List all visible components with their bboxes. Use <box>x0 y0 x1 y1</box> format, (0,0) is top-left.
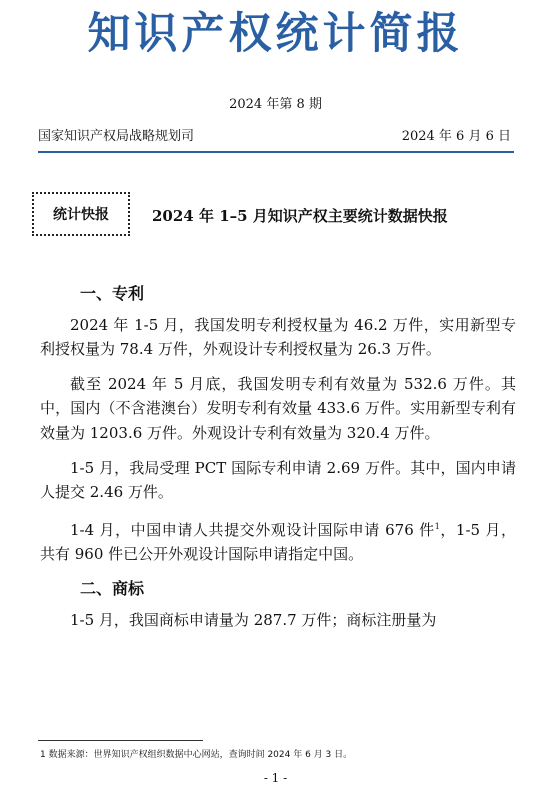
article-body <box>40 282 516 642</box>
masthead-title: 知识产权统计简报 <box>87 9 464 59</box>
paragraph: 1-5 月，我局受理 PCT 国际专利申请 2.69 万件。其中，国内申请人提交 2.46 万件。 <box>40 458 516 502</box>
paragraph: 1-5 月，我国商标申请量为 287.7 万件；商标注册量为 <box>70 610 437 629</box>
article-headline: 2024 年 1–5 月知识产权主要统计数据快报 <box>152 207 448 225</box>
paragraph: 截至 2024 年 5 月底，我国发明专利有效量为 532.6 万件。其中，国内（不含港澳台）发明专利有效量 433.6 万件。实用新型专利有效量为 1203.6 万件。外观设计专利有效量为 320.4 万件。 <box>40 374 516 442</box>
issue-number: 2024 年第 8 期 <box>229 97 322 112</box>
publisher: 国家知识产权局战略规划司 <box>38 129 195 144</box>
paragraph: 2024 年 1-5 月，我国发明专利授权量为 46.2 万件，实用新型专利授权量为 78.4 万件，外观设计专利授权量为 26.3 万件。 <box>40 315 516 359</box>
footnote-ref[interactable]: 1 <box>434 521 440 531</box>
publish-date: 2024 年 6 月 6 日 <box>401 129 511 144</box>
paragraph-text: ，1-5 月，共有 960 件已公开外观设计国际申请指定中国。 <box>40 520 516 564</box>
section-title-patent: 一、专利 <box>80 284 145 303</box>
section-title-trademark: 二、商标 <box>80 578 145 598</box>
paragraph-text: 1-4 月，中国申请人共提交外观设计国际申请 676 件 <box>70 520 435 539</box>
paragraph <box>40 515 516 567</box>
footnote: 1 数据来源：世界知识产权组织数据中心网站，查询时间 2024 年 6 月 3 日。 <box>40 750 353 760</box>
category-tag <box>32 192 130 236</box>
page-number: - 1 - <box>263 771 288 785</box>
footnote-divider <box>38 740 203 741</box>
header-divider <box>38 151 514 153</box>
category-tag-label: 统计快报 <box>53 207 109 223</box>
